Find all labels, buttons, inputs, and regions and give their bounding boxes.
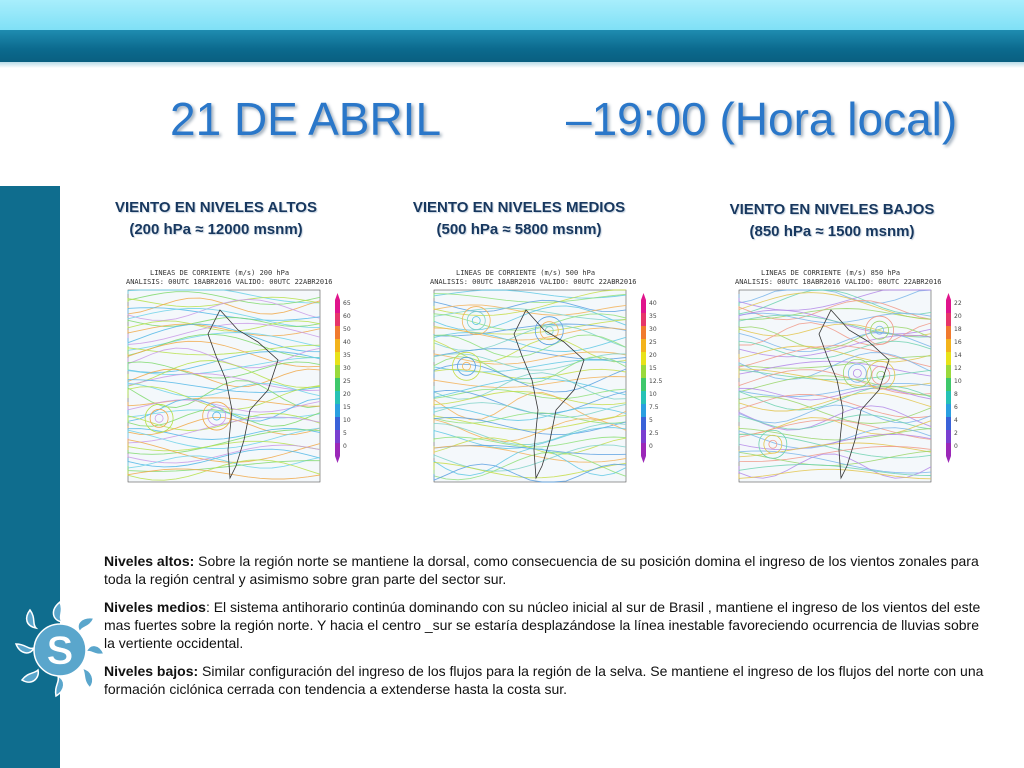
color-scale-tick: 0 (649, 443, 653, 450)
color-scale-tick: 2 (954, 430, 958, 437)
paragraph-label: Niveles bajos: (104, 663, 199, 679)
color-scale-segment (335, 313, 340, 326)
color-scale-segment (641, 404, 646, 417)
map-graphic (733, 268, 968, 490)
color-scale-segment (946, 417, 951, 430)
color-scale-tick: 35 (343, 352, 351, 359)
color-scale-segment (335, 404, 340, 417)
color-scale-tick: 20 (954, 313, 962, 320)
color-scale-segment (335, 339, 340, 352)
map-title: LINEAS DE CORRIENTE (m/s) 200 hPa (150, 269, 290, 277)
color-scale-segment (641, 443, 646, 456)
color-scale-segment (335, 352, 340, 365)
color-scale-segment (946, 326, 951, 339)
color-scale-segment (641, 339, 646, 352)
paragraph-body: Sobre la región norte se mantiene la dorsal, como consecuencia de su posición domina el ingreso de los vientos zonales para toda la región central y asimismo sobre gran parte del sector sur. (104, 553, 979, 587)
map-title: LINEAS DE CORRIENTE (m/s) 850 hPa (761, 269, 901, 277)
color-scale-tick: 10 (649, 391, 657, 398)
color-scale-tick: 5 (343, 430, 347, 437)
color-scale-segment (946, 365, 951, 378)
panel-heading-low-levels (682, 199, 982, 243)
color-scale-tick: 10 (343, 417, 351, 424)
color-scale-tick: 35 (649, 313, 657, 320)
color-scale-tick: 0 (954, 443, 958, 450)
color-scale-segment (641, 352, 646, 365)
color-scale-segment (641, 430, 646, 443)
color-scale-tick: 40 (649, 300, 657, 307)
color-scale-segment (641, 378, 646, 391)
map-subtitle: ANALISIS: 00UTC 18ABR2016 VALIDO: 00UTC 22ABR2016 (126, 278, 333, 286)
color-scale-tick: 60 (343, 313, 351, 320)
paragraph-high-levels (104, 552, 984, 588)
color-scale-tick: 2.5 (649, 430, 659, 437)
color-scale-tick: 7.5 (649, 404, 659, 411)
color-scale-segment (335, 300, 340, 313)
color-scale-arrow-bottom (641, 456, 646, 463)
top-banner-shade (0, 62, 1024, 68)
paragraph-mid-levels (104, 598, 984, 652)
color-scale-tick: 10 (954, 378, 962, 385)
panel-heading-mid-levels (369, 197, 669, 241)
color-scale-arrow-bottom (335, 456, 340, 463)
color-scale-segment (335, 378, 340, 391)
color-scale-segment (335, 365, 340, 378)
color-scale-arrow-top (335, 293, 340, 300)
panel-heading-high-pressure: (200 hPa ≈ 12000 msnm) (129, 221, 303, 238)
top-banner-bar (0, 30, 1024, 62)
paragraph-label: Niveles altos: (104, 553, 195, 569)
panel-heading-mid-title: VIENTO EN NIVELES MEDIOS (412, 199, 626, 216)
color-scale-segment (946, 378, 951, 391)
color-scale-tick: 20 (343, 391, 351, 398)
color-scale-segment (946, 430, 951, 443)
map-graphic (428, 268, 663, 490)
color-scale-segment (641, 300, 646, 313)
sun-logo-icon (12, 598, 108, 698)
color-scale-segment (335, 443, 340, 456)
color-scale-arrow-top (641, 293, 646, 300)
color-scale-tick: 5 (649, 417, 653, 424)
color-scale-tick: 30 (343, 365, 351, 372)
color-scale-tick: 65 (343, 300, 351, 307)
map-subtitle: ANALISIS: 00UTC 18ABR2016 VALIDO: 00UTC 22ABR2016 (430, 278, 637, 286)
color-scale-segment (335, 417, 340, 430)
streamline-map-850hpa (733, 268, 968, 490)
color-scale-segment (641, 313, 646, 326)
description-text (104, 552, 984, 708)
color-scale-tick: 16 (954, 339, 962, 346)
color-scale-segment (641, 391, 646, 404)
color-scale-segment (335, 326, 340, 339)
color-scale-tick: 22 (954, 300, 962, 307)
paragraph-low-levels (104, 662, 984, 698)
top-decor-strip (0, 0, 1024, 30)
color-scale-segment (335, 391, 340, 404)
color-scale-tick: 30 (649, 326, 657, 333)
map-subtitle: ANALISIS: 00UTC 18ABR2016 VALIDO: 00UTC 22ABR2016 (735, 278, 942, 286)
color-scale-tick: 15 (343, 404, 351, 411)
map-graphic (122, 268, 357, 490)
color-scale-segment (946, 313, 951, 326)
color-scale-arrow-top (946, 293, 951, 300)
color-scale-segment (946, 404, 951, 417)
color-scale-tick: 8 (954, 391, 958, 398)
color-scale-tick: 18 (954, 326, 962, 333)
color-scale-segment (641, 417, 646, 430)
color-scale-tick: 0 (343, 443, 347, 450)
color-scale-tick: 14 (954, 352, 962, 359)
panel-heading-low-title: VIENTO EN NIVELES BAJOS (729, 201, 935, 218)
color-scale-tick: 6 (954, 404, 958, 411)
color-scale-segment (946, 443, 951, 456)
color-scale-tick: 12.5 (649, 378, 663, 385)
panel-heading-high-title: VIENTO EN NIVELES ALTOS (115, 199, 317, 216)
color-scale-tick: 12 (954, 365, 962, 372)
color-scale-arrow-bottom (946, 456, 951, 463)
slide-title-date: 21 DE ABRIL (170, 93, 442, 145)
streamline-map-200hpa (122, 268, 357, 490)
color-scale-segment (946, 339, 951, 352)
color-scale-segment (946, 300, 951, 313)
color-scale-tick: 40 (343, 339, 351, 346)
logo-letter: S (46, 629, 74, 673)
color-scale-tick: 25 (343, 378, 351, 385)
panel-heading-high-levels (66, 197, 366, 241)
slide-title-time: –19:00 (Hora local) (566, 93, 958, 145)
color-scale-tick: 20 (649, 352, 657, 359)
color-scale-segment (641, 365, 646, 378)
color-scale-segment (946, 391, 951, 404)
streamline-map-500hpa (428, 268, 663, 490)
color-scale-tick: 25 (649, 339, 657, 346)
color-scale-tick: 4 (954, 417, 958, 424)
paragraph-body: : El sistema antihorario continúa dominando con su núcleo inicial al sur de Brasil , mantiene el ingreso de los vientos del este mas fuertes sobre la región norte. Y hacia el centro _sur se estaría desplazándose la línea inestable favoreciendo ocurrencia de lluvias sobre la vertiente occidental. (104, 599, 981, 651)
color-scale-segment (946, 352, 951, 365)
paragraph-body: Similar configuración del ingreso de los flujos para la región de la selva. Se mantiene el ingreso de los flujos del norte con una formación ciclónica cerrada con tendencia a extenderse hasta la costa sur. (104, 663, 984, 697)
color-scale-tick: 15 (649, 365, 657, 372)
color-scale-segment (335, 430, 340, 443)
panel-heading-mid-pressure: (500 hPa ≈ 5800 msnm) (436, 221, 602, 238)
paragraph-label: Niveles medios (104, 599, 206, 615)
panel-heading-low-pressure: (850 hPa ≈ 1500 msnm) (749, 223, 915, 240)
map-title: LINEAS DE CORRIENTE (m/s) 500 hPa (456, 269, 596, 277)
color-scale-segment (641, 326, 646, 339)
color-scale-tick: 50 (343, 326, 351, 333)
